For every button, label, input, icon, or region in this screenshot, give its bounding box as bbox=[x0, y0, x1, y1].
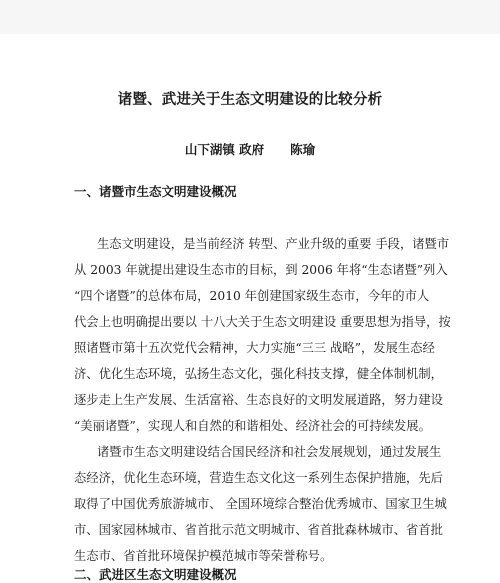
paragraph-line: 诸暨市生态文明建设结合国民经济和社会发展规划，通过发展生 bbox=[97, 445, 442, 459]
paragraph-line: 代会上也明确提出要以 十八大关于生态文明建设 重要思想为指导，按 bbox=[74, 315, 451, 329]
byline-organization: 山下湖镇 政府 bbox=[184, 142, 265, 157]
byline-author: 陈瑜 bbox=[290, 142, 316, 157]
document-title: 诸暨、武进关于生态文明建设的比较分析 bbox=[117, 92, 383, 108]
paragraph-line: 从 2003 年就提出建设生态市的目标，到 2006 年将“生态诸暨”列入 bbox=[74, 263, 448, 277]
paragraph-line: 照诸暨市第十五次党代会精神，大力实施“三三 战略”，发展生态经 bbox=[74, 341, 435, 355]
paragraph-line: 态经济，优化生态环境，营造生态文化这一系列生态保护措施，先后 bbox=[74, 471, 443, 485]
paragraph-line: “四个诸暨”的总体布局，2010 年创建国家级生态市，今年的市人 bbox=[74, 289, 430, 303]
paragraph-line: 生态市、省首批环境保护模范城市等荣誉称号。 bbox=[74, 549, 333, 563]
section-heading-1: 一、诸暨市生态文明建设概况 bbox=[74, 184, 237, 199]
viewer-top-strip bbox=[0, 0, 500, 34]
paragraph-line: 生态文明建设，是当前经济 转型、产业升级的重要 手段，诸暨市 bbox=[97, 237, 450, 251]
paragraph-line: 逐步走上生产发展、生活富裕、生态良好的文明发展道路，努力建设 bbox=[74, 393, 443, 407]
section-heading-2: 二、武进区生态文明建设概况 bbox=[74, 567, 237, 582]
paragraph-line: 取得了中国优秀旅游城市、 全国环境综合整治优秀城市、国家卫生城 bbox=[74, 497, 447, 511]
paragraph-line: 市、国家园林城市、省首批示范文明城市、省首批森林城市、省首批 bbox=[74, 523, 443, 537]
byline bbox=[0, 140, 500, 158]
paragraph-line: 济、优化生态环境，弘扬生态文化，强化科技支撑，健全体制机制， bbox=[74, 367, 443, 381]
paragraph-line: “美丽诸暨”，实现人和自然的和谐相处、经济社会的可持续发展。 bbox=[74, 419, 431, 433]
